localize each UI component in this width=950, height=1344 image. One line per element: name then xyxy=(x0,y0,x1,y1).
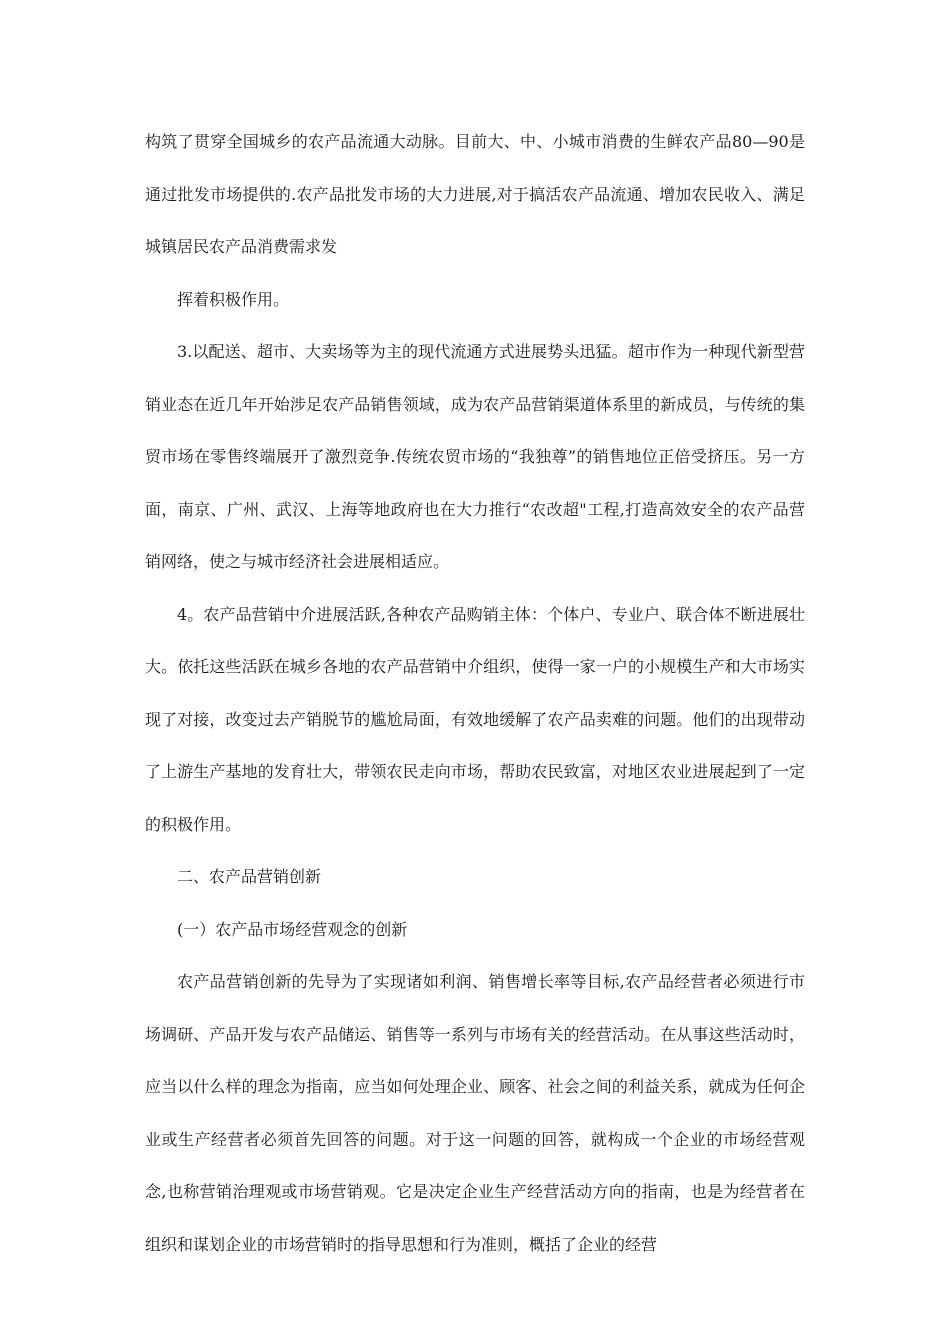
paragraph-continuation: 构筑了贯穿全国城乡的农产品流通大动脉。目前大、中、小城市消费的生鲜农产品80—90是通过批发市场提供的.农产品批发市场的大力进展,对于搞活农产品流通、增加农民收入、满足城镇居民农产品消费需求发 xyxy=(145,132,805,256)
paragraph-item-3: 3.以配送、超市、大卖场等为主的现代流通方式进展势头迅猛。超市作为一种现代新型营销业态在近几年开始涉足农产品销售领域，成为农产品营销渠道体系里的新成员，与传统的集贸市场在零售终端展开了激烈竞争.传统农贸市场的“我独尊”的销售地位正倍受挤压。另一方面，南京、广州、武汉、上海等地政府也在大力推行“农改超"工程,打造高效安全的农产品营销网络，使之与城市经济社会进展相适应。 xyxy=(145,342,805,571)
subsection-heading: (一）农产品市场经营观念的创新 xyxy=(177,919,408,939)
paragraph-continuation-tail: 挥着积极作用。 xyxy=(177,289,290,309)
paragraph-body: 农产品营销创新的先导为了实现诸如利润、销售增长率等目标,农产品经营者必须进行市场调研、产品开发与农产品储运、销售等一系列与市场有关的经营活动。在从事这些活动时，应当以什么样的理念为指南，应当如何处理企业、顾客、社会之间的利益关系，就成为任何企业或生产经营者必须首先回答的问题。对于这一问题的回答，就构成一个企业的市场经营观念,也称营销治理观或市场营销观。它是决定企业生产经营活动方向的指南，也是为经营者在组织和谋划企业的市场营销时的指导思想和行为准则，概括了企业的经营 xyxy=(145,972,805,1254)
section-heading: 二、农产品营销创新 xyxy=(177,867,322,886)
document-body xyxy=(145,116,805,1271)
paragraph-item-4: 4。农产品营销中介进展活跃,各种农产品购销主体：个体户、专业户、联合体不断进展壮大。依托这些活跃在城乡各地的农产品营销中介组织，使得一家一户的小规模生产和大市场实现了对接，改变过去产销脱节的尴尬局面，有效地缓解了农产品卖难的问题。他们的出现带动了上游生产基地的发育壮大，带领农民走向市场，帮助农民致富，对地区农业进展起到了一定的积极作用。 xyxy=(145,604,805,834)
